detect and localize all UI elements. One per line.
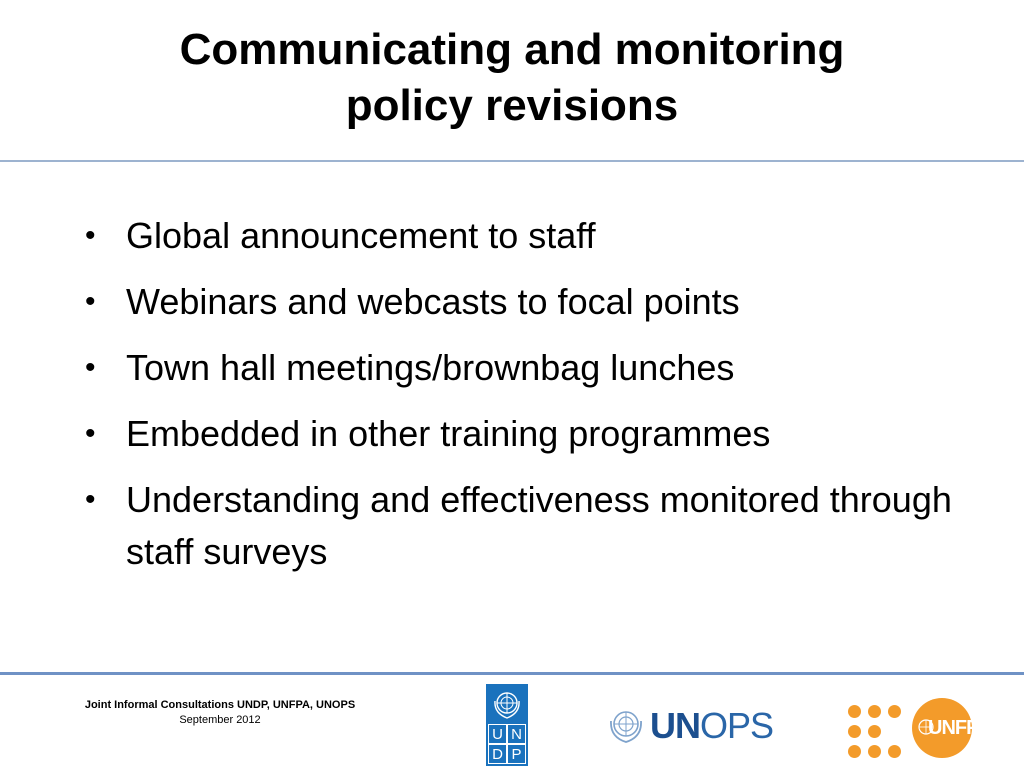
- bullet-marker: •: [85, 483, 96, 516]
- bullet-marker: •: [85, 219, 96, 252]
- unfpa-logo: [846, 695, 991, 761]
- bullet-marker: •: [85, 285, 96, 318]
- bullet-text: Embedded in other training programmes: [126, 413, 771, 454]
- bullet-marker: •: [85, 417, 96, 450]
- undp-letter-n: N: [507, 724, 526, 744]
- un-emblem-icon: [606, 705, 646, 745]
- slide-title-line2: policy revisions: [345, 81, 679, 130]
- unfpa-dot: [868, 745, 881, 758]
- unfpa-dot: [848, 705, 861, 718]
- footer-event-name: Joint Informal Consultations UNDP, UNFPA, UNOPS: [84, 699, 356, 711]
- bullet-text: Town hall meetings/brownbag lunches: [126, 347, 735, 388]
- undp-letter-u: U: [488, 724, 507, 744]
- bullet-item: [85, 342, 965, 394]
- undp-logo: [486, 684, 528, 766]
- undp-letter-d: D: [488, 744, 507, 764]
- unops-wordmark: UNOPS: [650, 705, 774, 746]
- un-emblem-icon: [490, 687, 524, 721]
- unfpa-dot: [888, 705, 901, 718]
- bullet-text: Global announcement to staff: [126, 215, 596, 256]
- bullet-list: [85, 210, 965, 592]
- unfpa-wordmark: UNFPA: [928, 717, 991, 739]
- undp-letter-p: P: [507, 744, 526, 764]
- unfpa-dot: [848, 725, 861, 738]
- bullet-text: Webinars and webcasts to focal points: [126, 281, 740, 322]
- unfpa-dot: [848, 745, 861, 758]
- footer-date: September 2012: [179, 714, 261, 726]
- unfpa-dot: [868, 725, 881, 738]
- unfpa-dot: [868, 705, 881, 718]
- title-divider: [0, 160, 1024, 162]
- bullet-marker: •: [85, 351, 96, 384]
- footer-caption: [40, 698, 400, 728]
- bullet-item: [85, 474, 965, 578]
- footer-divider: [0, 672, 1024, 675]
- slide-title-line1: Communicating and monitoring: [179, 25, 845, 74]
- unops-logo: [606, 705, 806, 745]
- bullet-item: [85, 210, 965, 262]
- bullet-item: [85, 408, 965, 460]
- unfpa-dot: [888, 745, 901, 758]
- slide-title: [40, 22, 984, 134]
- bullet-item: [85, 276, 965, 328]
- bullet-text: Understanding and effectiveness monitored through staff surveys: [126, 479, 952, 572]
